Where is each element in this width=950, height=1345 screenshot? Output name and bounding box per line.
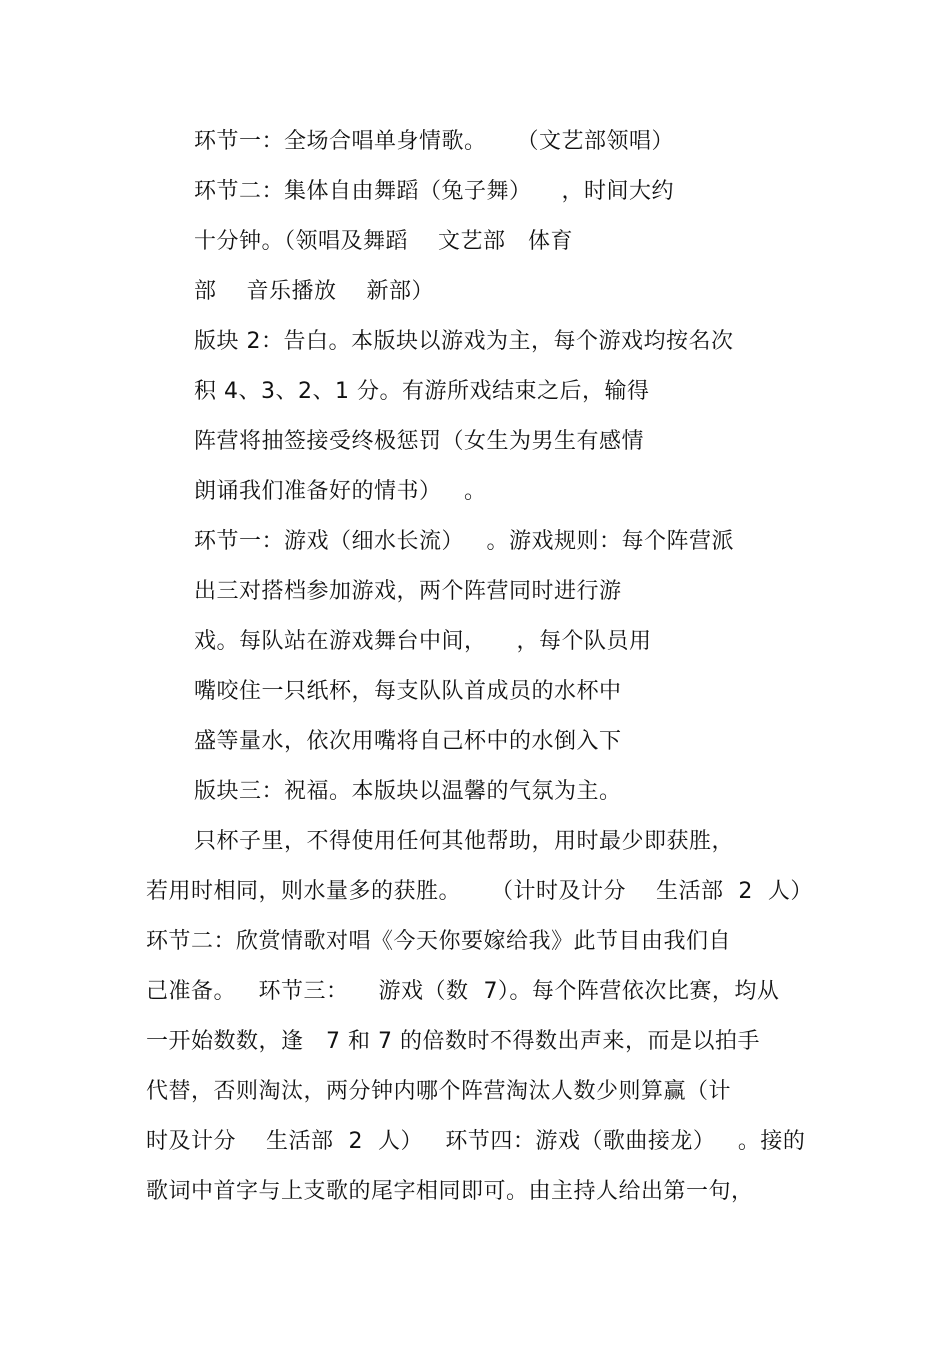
text-line: 阵营将抽签接受终极惩罚（女生为男生有感情 bbox=[194, 429, 645, 454]
text-line: 环节一：游戏（细水长流） 。游戏规则：每个阵营派 bbox=[194, 529, 734, 554]
text-line: 出三对搭档参加游戏，两个阵营同时进行游 bbox=[194, 579, 622, 604]
text-line: 代替，否则淘汰，两分钟内哪个阵营淘汰人数少则算赢（计 bbox=[146, 1079, 732, 1104]
text-line: 环节一：全场合唱单身情歌。 （文艺部领唱） bbox=[194, 129, 674, 154]
text-line: 若用时相同，则水量多的获胜。 （计时及计分 生活部 2 人） bbox=[146, 879, 813, 904]
text-line: 十分钟。（领唱及舞蹈 文艺部 体育 bbox=[194, 229, 573, 254]
text-line: 朗诵我们准备好的情书） 。 bbox=[194, 479, 487, 504]
text-line: 环节二：集体自由舞蹈（兔子舞） ，时间大约 bbox=[194, 179, 674, 204]
text-line: 部 音乐播放 新部） bbox=[194, 279, 434, 304]
text-line: 环节二：欣赏情歌对唱《今天你要嫁给我》此节目由我们自 bbox=[146, 929, 732, 954]
text-line: 一开始数数，逢 7 和 7 的倍数时不得数出声来，而是以拍手 bbox=[146, 1029, 760, 1054]
text-line: 戏。每队站在游戏舞台中间， ，每个队员用 bbox=[194, 629, 652, 654]
text-line: 只杯子里，不得使用任何其他帮助，用时最少即获胜， bbox=[194, 829, 735, 854]
text-line: 盛等量水，依次用嘴将自己杯中的水倒入下 bbox=[194, 729, 622, 754]
text-line: 时及计分 生活部 2 人） 环节四：游戏（歌曲接龙） 。接的 bbox=[146, 1129, 806, 1154]
text-line: 嘴咬住一只纸杯，每支队队首成员的水杯中 bbox=[194, 679, 622, 704]
text-line: 歌词中首字与上支歌的尾字相同即可。由主持人给出第一句， bbox=[146, 1179, 754, 1204]
text-line: 积 4、3、2、1 分。有游所戏结束之后，输得 bbox=[194, 379, 650, 404]
text-line: 版块 2：告白。本版块以游戏为主，每个游戏均按名次 bbox=[194, 329, 734, 354]
text-line: 己准备。 环节三： 游戏（数 7）。每个阵营依次比赛，均从 bbox=[146, 979, 780, 1004]
text-line: 版块三：祝福。本版块以温馨的气氛为主。 bbox=[194, 779, 622, 804]
